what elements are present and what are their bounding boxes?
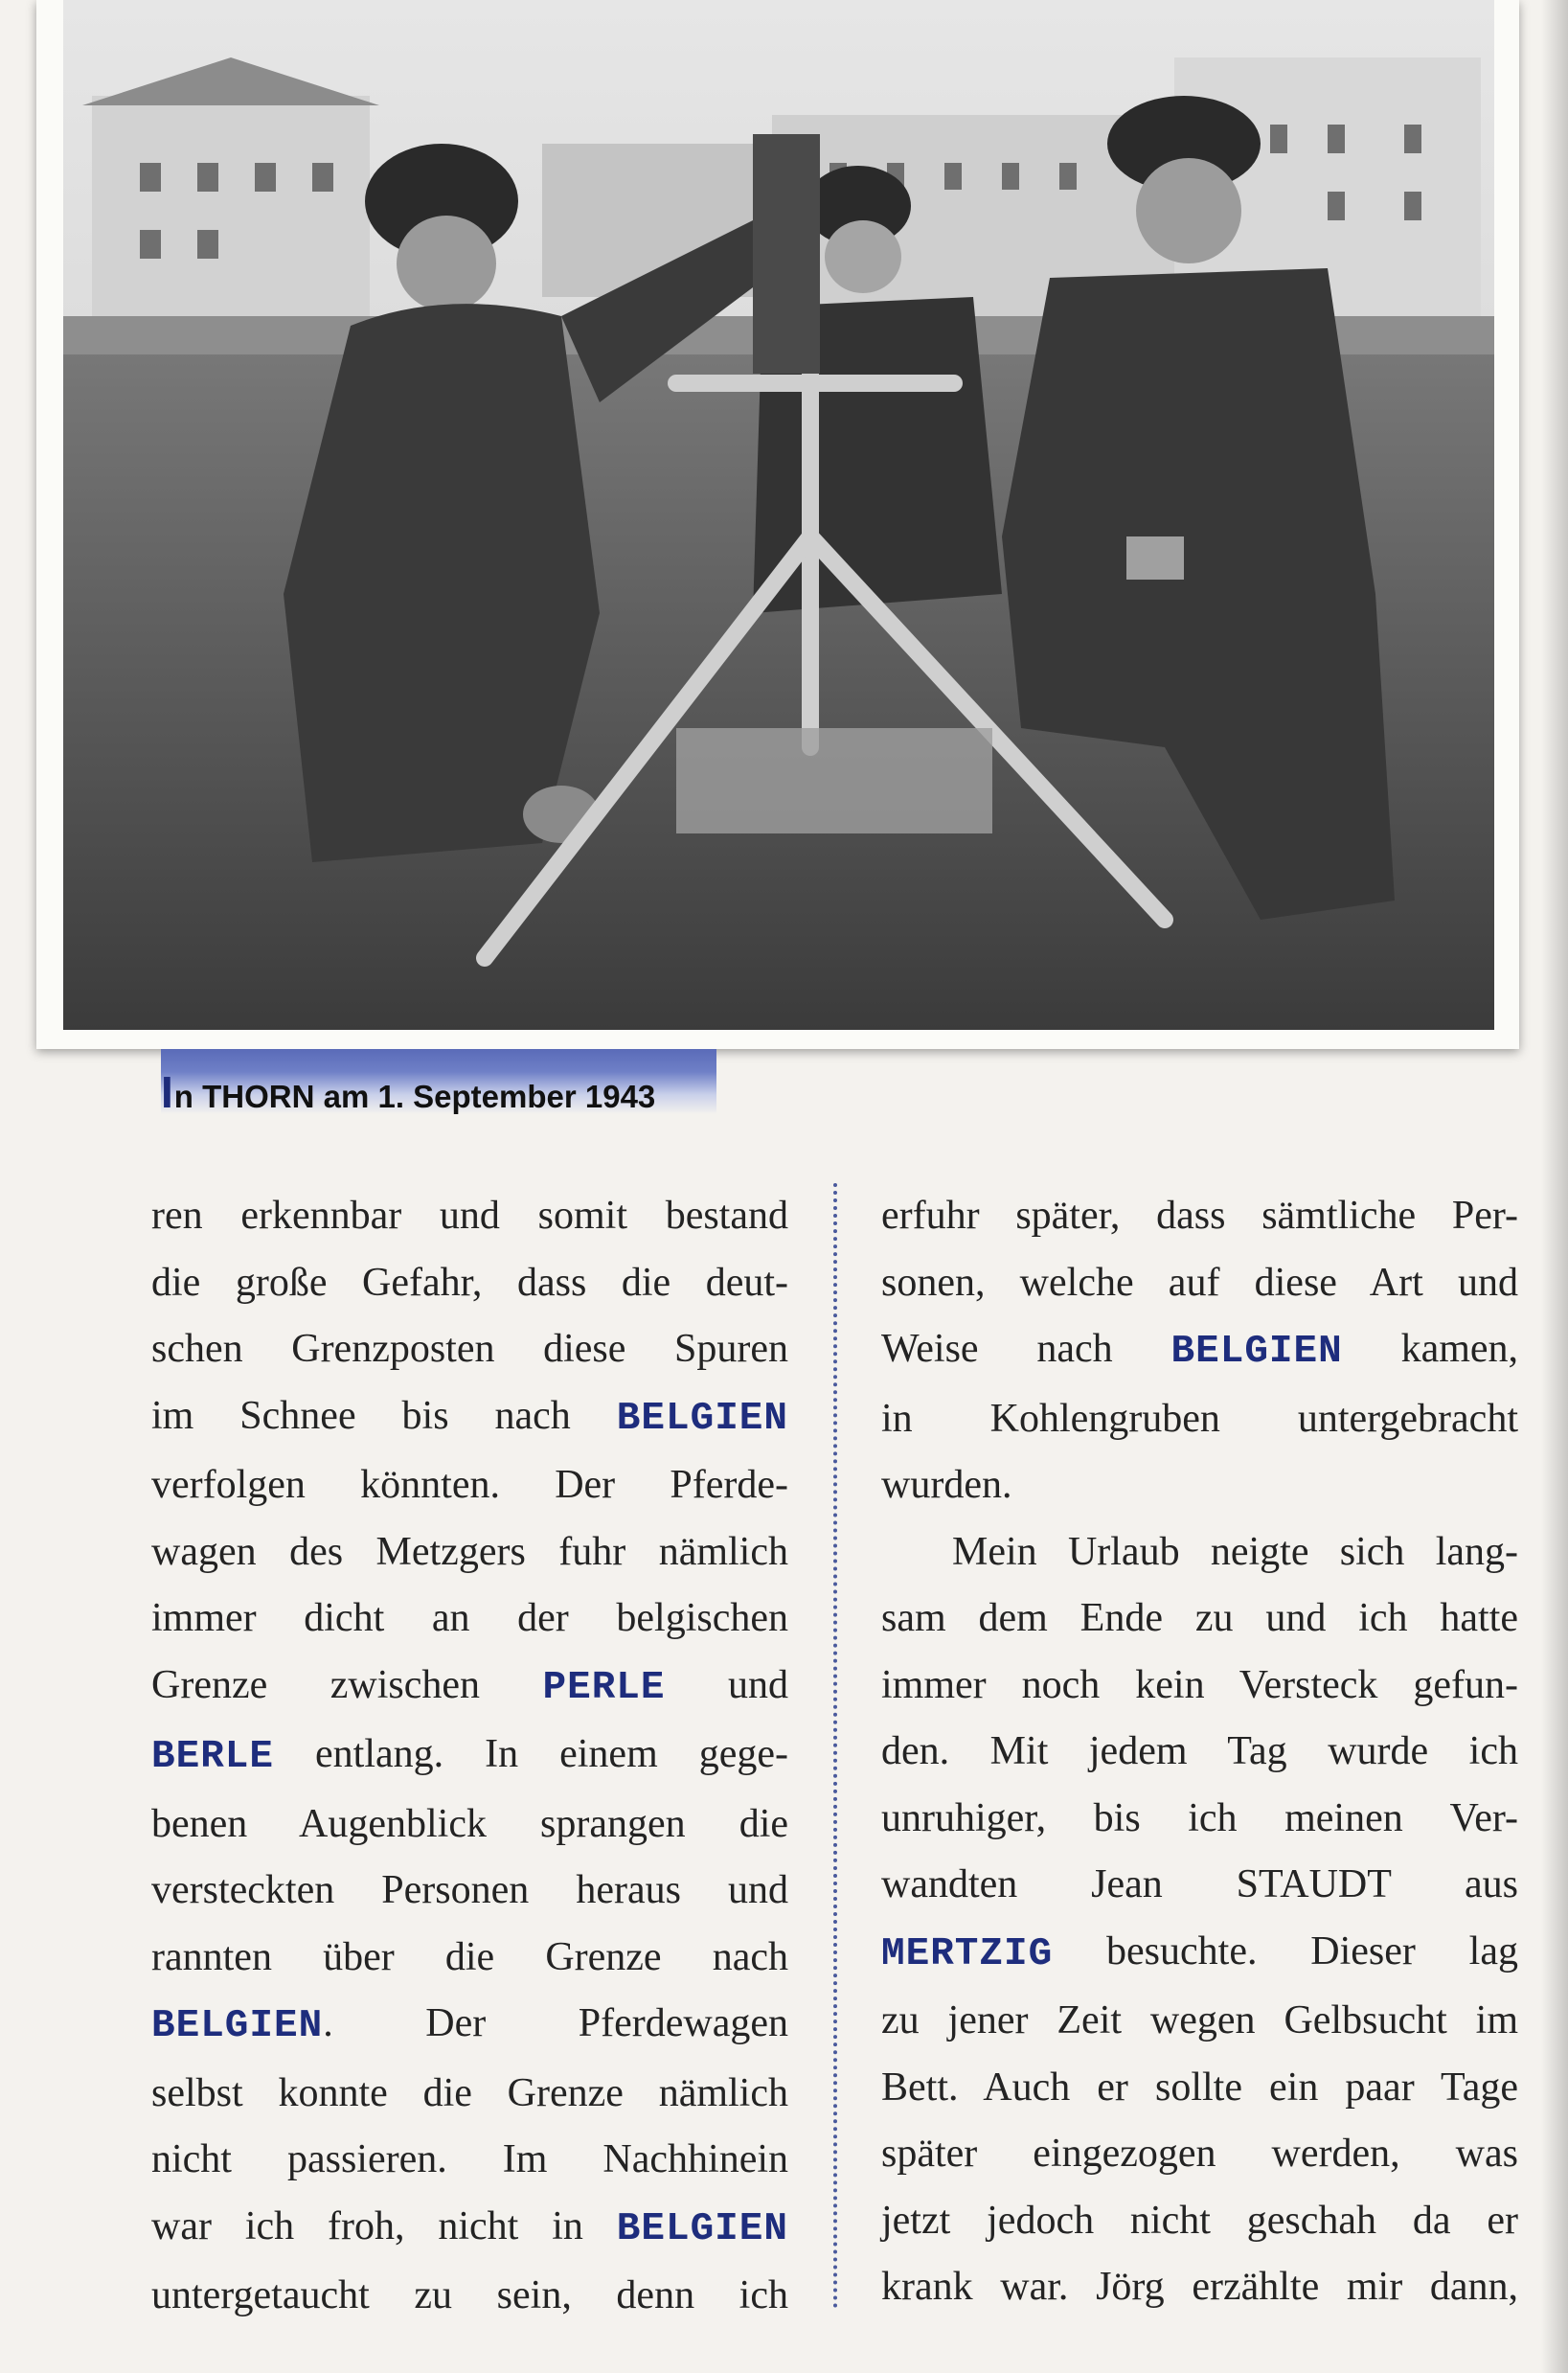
place-name: BERLE bbox=[151, 1735, 275, 1779]
photo-illustration bbox=[63, 0, 1494, 1030]
text-line: versteckten Personen heraus und bbox=[151, 1868, 788, 1912]
text-line bbox=[881, 1316, 1518, 1386]
text-line: den. Mit jedem Tag wurde ich bbox=[881, 1729, 1518, 1773]
text-line: wandten Jean STAUDT aus bbox=[881, 1862, 1518, 1906]
text-line bbox=[151, 1653, 788, 1723]
photo-caption bbox=[161, 1066, 655, 1118]
left-text-column bbox=[151, 1183, 788, 2330]
place-name: BELGIEN bbox=[151, 2004, 324, 2048]
text-fragment: . Der Pferdewagen bbox=[323, 2001, 788, 2045]
text-line: erfuhr später, dass sämtliche Per- bbox=[881, 1194, 1518, 1238]
place-name: BELGIEN bbox=[616, 2206, 788, 2251]
text-fragment: besuchte. Dieser lag bbox=[1106, 1928, 1518, 1974]
text-line: wagen des Metzgers fuhr nämlich bbox=[151, 1529, 788, 1574]
text-line: krank war. Jörg erzählte mir dann, bbox=[881, 2265, 1518, 2309]
text-line: später eingezogen werden, was bbox=[881, 2132, 1518, 2176]
text-fragment: im Schnee bis nach bbox=[151, 1393, 571, 1438]
text-line: die große Gefahr, dass die deut- bbox=[151, 1260, 788, 1305]
text-line: unruhiger, bis ich meinen Ver- bbox=[881, 1795, 1518, 1840]
text-line: immer noch kein Versteck gefun- bbox=[881, 1662, 1518, 1707]
text-fragment: war ich froh, nicht in bbox=[151, 2203, 583, 2248]
text-line: immer dicht an der belgischen bbox=[151, 1596, 788, 1640]
text-line: wurden. bbox=[881, 1463, 1012, 1507]
text-fragment: entlang. In einem gege- bbox=[315, 1732, 789, 1776]
text-line: in Kohlengruben untergebracht bbox=[881, 1396, 1518, 1441]
text-fragment: Grenze zwischen bbox=[151, 1662, 480, 1707]
text-line: sam dem Ende zu und ich hatte bbox=[881, 1596, 1518, 1640]
text-line: benen Augenblick sprangen die bbox=[151, 1801, 788, 1846]
photo-caption-bar bbox=[161, 1049, 716, 1117]
page-edge-shadow bbox=[1541, 0, 1568, 2373]
column-divider bbox=[833, 1183, 837, 2309]
text-line bbox=[151, 2194, 788, 2264]
text-line: Bett. Auch er sollte ein paar Tage bbox=[881, 2065, 1518, 2110]
text-line bbox=[881, 1919, 1518, 1989]
right-text-column bbox=[881, 1183, 1518, 2321]
text-line: selbst konnte die Grenze nämlich bbox=[151, 2070, 788, 2115]
text-line: sonen, welche auf diese Art und bbox=[881, 1260, 1518, 1305]
text-line: jetzt jedoch nicht geschah da er bbox=[881, 2198, 1518, 2243]
text-line bbox=[151, 1722, 788, 1791]
place-name: BELGIEN bbox=[1170, 1330, 1343, 1374]
text-fragment: Weise nach bbox=[881, 1327, 1113, 1371]
text-line: schen Grenzposten diese Spuren bbox=[151, 1327, 788, 1371]
text-line: rannten über die Grenze nach bbox=[151, 1934, 788, 1979]
place-name: BELGIEN bbox=[616, 1396, 789, 1441]
place-name: PERLE bbox=[542, 1665, 666, 1710]
text-line: Mein Urlaub neigte sich lang- bbox=[952, 1529, 1518, 1574]
text-line: verfolgen könnten. Der Pferde- bbox=[151, 1463, 788, 1507]
text-fragment: und bbox=[728, 1662, 788, 1707]
text-line: ren erkennbar und somit bestand bbox=[151, 1194, 788, 1238]
photo-frame bbox=[36, 0, 1519, 1049]
place-name: MERTZIG bbox=[881, 1931, 1054, 1976]
caption-initial: I bbox=[161, 1067, 173, 1117]
text-fragment: kamen, bbox=[1400, 1327, 1519, 1371]
text-line: zu jener Zeit wegen Gelbsucht im bbox=[881, 1998, 1518, 2042]
text-line: untergetaucht zu sein, denn ich bbox=[151, 2273, 788, 2317]
caption-text: n THORN am 1. September 1943 bbox=[173, 1079, 656, 1114]
text-line bbox=[151, 1991, 788, 2061]
text-line bbox=[151, 1383, 788, 1453]
text-line: nicht passieren. Im Nachhinein bbox=[151, 2137, 788, 2181]
historical-photo bbox=[63, 0, 1494, 1030]
